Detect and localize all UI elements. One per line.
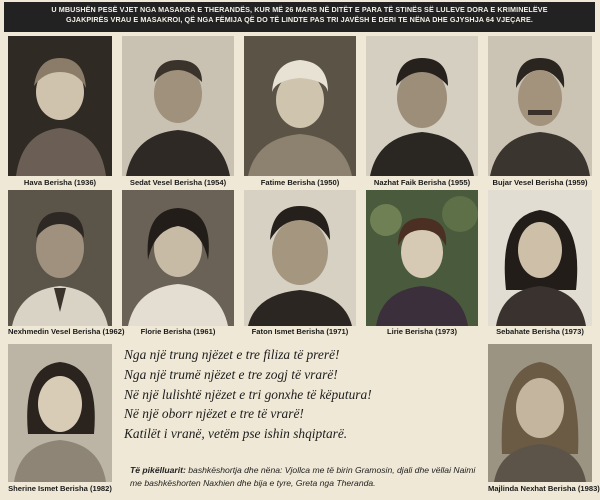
- victim-caption: Bujar Vesel Berisha (1959): [492, 178, 588, 187]
- portrait-photo-icon: [366, 190, 478, 326]
- portrait-photo-icon: [8, 344, 112, 482]
- victim-card: [122, 190, 234, 340]
- headline-line-2: GJAKPIRËS VRAU E MASAKROI, QË NGA FËMIJA QË DO TË LINDTE PAS TRI JAVËSH E DERI TE NËNA DHE GJYSHJA 64 VJEÇARE.: [66, 14, 533, 24]
- victim-caption: Faton Ismet Berisha (1971): [251, 327, 349, 336]
- victim-card: [8, 190, 125, 340]
- victim-card: [488, 190, 592, 340]
- portrait-photo-icon: [488, 36, 592, 176]
- victim-caption: Lirie Berisha (1973): [386, 327, 458, 336]
- victim-caption: Majlinda Nexhat Berisha (1983): [488, 484, 600, 493]
- headline-banner: [4, 2, 595, 32]
- portrait-photo: [8, 190, 112, 326]
- victim-caption: Florie Berisha (1961): [140, 327, 216, 336]
- portrait-photo-icon: [488, 344, 592, 482]
- memorial-poem: [124, 345, 484, 444]
- portrait-photo: [244, 190, 356, 326]
- mourners-note-text: bashkëshortja dhe nëna: Vjollca me të birin Gramosin, djali dhe vëllai Naimi me bashkëshorten Naxhien dhe bija e tyre, Greta nga Theranda.: [130, 465, 476, 488]
- portrait-photo: [122, 36, 234, 176]
- poem-line: Katilët i vranë, vetëm pse ishin shqiptarë.: [124, 426, 348, 442]
- mourners-note-lead: Të pikëlluarit:: [130, 465, 186, 475]
- victim-card: [488, 36, 592, 190]
- victim-card: [366, 190, 478, 340]
- victim-card: [366, 36, 478, 190]
- victim-caption: Fatime Berisha (1950): [260, 178, 340, 187]
- portrait-photo: [8, 36, 112, 176]
- portrait-photo: [122, 190, 234, 326]
- portrait-photo-icon: [488, 190, 592, 326]
- victim-caption: Nexhmedin Vesel Berisha (1962): [8, 327, 125, 336]
- victim-caption: Hava Berisha (1936): [23, 178, 97, 187]
- victim-caption: Nazhat Faik Berisha (1955): [373, 178, 471, 187]
- victim-card: [8, 344, 112, 496]
- portrait-photo: [488, 344, 592, 482]
- headline-line-1: U MBUSHËN PESË VJET NGA MASAKRA E THERANDËS, KUR MË 26 MARS NË DITËT E PARA TË STINËS SË LULEVE DORA E KRIMINELËVE: [51, 5, 548, 14]
- portrait-photo-icon: [244, 190, 356, 326]
- portrait-photo-icon: [8, 36, 112, 176]
- victim-caption: Sedat Vesel Berisha (1954): [129, 178, 227, 187]
- portrait-photo-icon: [8, 190, 112, 326]
- victim-card: [244, 36, 356, 190]
- portrait-photo: [366, 36, 478, 176]
- victim-card: [122, 36, 234, 190]
- victim-caption: Sebahate Berisha (1973): [496, 327, 584, 336]
- poem-line: Nga një trung njëzet e tre filiza të prerë!: [124, 347, 340, 362]
- victim-card: [8, 36, 112, 190]
- portrait-photo: [488, 190, 592, 326]
- portrait-photo: [8, 344, 112, 482]
- portrait-photo-icon: [122, 36, 234, 176]
- victim-card: [244, 190, 356, 340]
- poem-line: Në një lulishtë njëzet e tri gonxhe të këputura!: [124, 386, 372, 402]
- victim-caption: Sherine Ismet Berisha (1982): [8, 484, 112, 493]
- victim-card: [488, 344, 600, 496]
- portrait-photo-icon: [244, 36, 356, 176]
- portrait-photo: [488, 36, 592, 176]
- portrait-photo: [244, 36, 356, 176]
- poem-line: Nga një trumë njëzet e tre zogj të vrarë!: [124, 366, 338, 382]
- mourners-note: [130, 464, 480, 489]
- portrait-photo-icon: [366, 36, 478, 176]
- poem-line: Në një oborr njëzet e tre të vrarë!: [124, 406, 304, 422]
- portrait-photo: [366, 190, 478, 326]
- portrait-photo-icon: [122, 190, 234, 326]
